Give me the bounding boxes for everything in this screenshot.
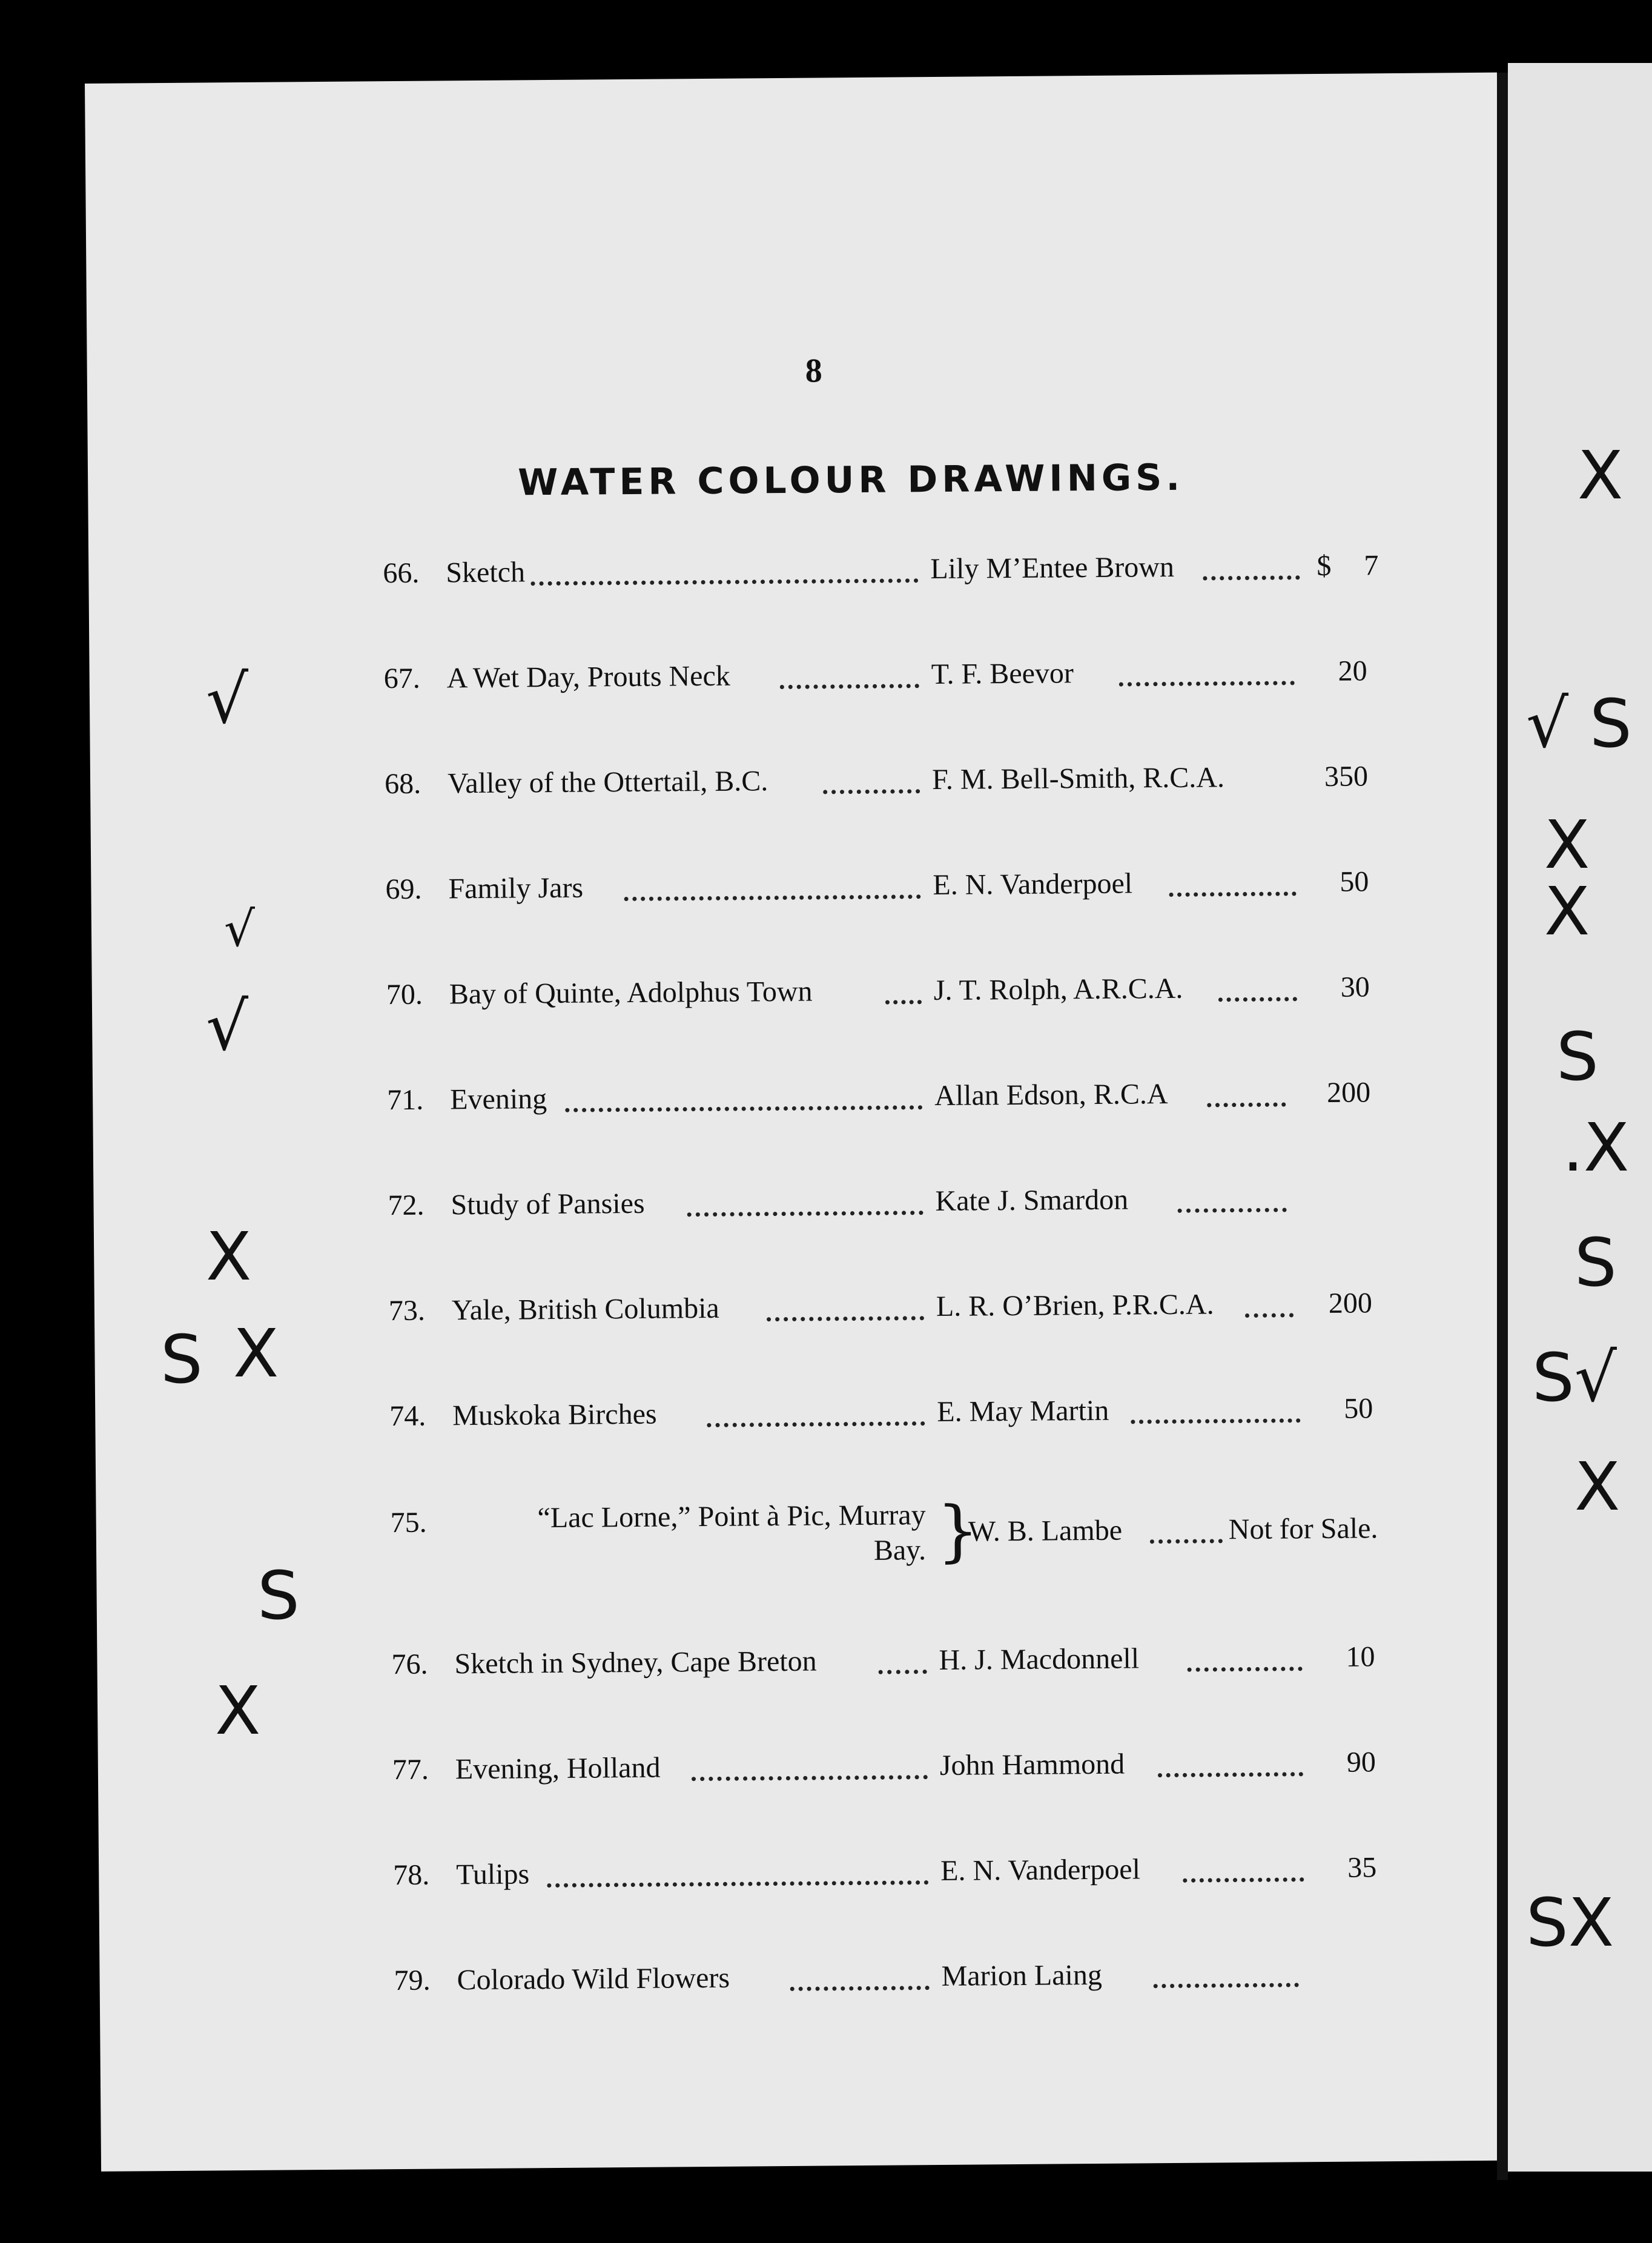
leader-dots xyxy=(1150,1539,1223,1544)
entry-number: 73. xyxy=(388,1294,426,1327)
entry-artist: T. F. Beevor xyxy=(931,657,1074,691)
entry-title xyxy=(447,1498,926,1571)
entry-title: Sketch xyxy=(446,556,526,589)
entry-artist: H. J. Macdonnell xyxy=(939,1642,1140,1677)
entry-number: 78. xyxy=(393,1858,430,1892)
leader-dots xyxy=(530,578,918,586)
leader-dots xyxy=(790,1986,930,1991)
entry-artist: Allan Edson, R.C.A xyxy=(934,1078,1168,1112)
currency-symbol: $ xyxy=(1317,549,1332,583)
entry-artist: F. M. Bell-Smith, R.C.A. xyxy=(931,761,1225,796)
handwritten-check-mark: √ xyxy=(224,901,255,957)
entry-price: 7 xyxy=(1364,549,1379,582)
leader-dots xyxy=(1119,681,1295,686)
handwritten-s-mark: S xyxy=(1556,1018,1599,1095)
entry-number: 77. xyxy=(392,1753,429,1786)
entry-artist: E. N. Vanderpoel xyxy=(940,1853,1141,1887)
entry-artist: L. R. O’Brien, P.R.C.A. xyxy=(936,1288,1214,1323)
entry-price: 10 xyxy=(1346,1640,1375,1673)
entry-artist: E. N. Vanderpoel xyxy=(933,867,1133,902)
catalogue-entry xyxy=(297,861,1435,912)
leader-dots xyxy=(1158,1772,1303,1777)
leader-dots xyxy=(879,1670,927,1674)
catalogue-entry xyxy=(303,1635,1441,1686)
leader-dots xyxy=(1207,1102,1286,1107)
entry-number: 71. xyxy=(386,1083,424,1117)
catalogue-entry xyxy=(295,650,1433,701)
leader-dots xyxy=(692,1775,928,1781)
catalogue-entry xyxy=(299,1177,1438,1228)
entry-price: 200 xyxy=(1328,1287,1373,1320)
entry-artist: Marion Laing xyxy=(941,1958,1103,1992)
catalogue-entry xyxy=(301,1387,1439,1438)
leader-dots xyxy=(1188,1667,1303,1671)
entry-number: 74. xyxy=(389,1399,426,1433)
leader-dots xyxy=(1178,1207,1287,1212)
entry-price: 35 xyxy=(1347,1851,1377,1884)
handwritten-s-mark: S xyxy=(257,1557,300,1634)
entry-title-line-1: “Lac Lorne,” Point à Pic, Murray xyxy=(537,1499,926,1534)
catalogue-page xyxy=(85,73,1513,2172)
leader-dots xyxy=(687,1211,923,1217)
entry-title: Yale, British Columbia xyxy=(451,1292,719,1327)
entry-price: 20 xyxy=(1338,655,1367,687)
entry-number: 68. xyxy=(384,767,421,801)
entry-title: Colorado Wild Flowers xyxy=(457,1961,730,1997)
handwritten-cross-mark: X xyxy=(215,1672,261,1749)
leader-dots xyxy=(1245,1313,1294,1318)
leader-dots xyxy=(780,684,919,689)
catalogue-entry xyxy=(296,755,1435,807)
leader-dots xyxy=(1154,1983,1299,1988)
leader-dots xyxy=(1169,891,1297,897)
leader-dots xyxy=(624,894,921,901)
handwritten-cross-mark: X xyxy=(206,1218,252,1295)
catalogue-entry xyxy=(298,966,1436,1017)
handwritten-sx-mark: SX xyxy=(1526,1884,1614,1961)
handwritten-s-mark: S xyxy=(1574,1224,1617,1301)
handwritten-cross-mark: X xyxy=(1574,1448,1621,1525)
handwritten-cross-mark: X xyxy=(1578,437,1624,514)
entry-title-line-2: Bay. xyxy=(873,1534,927,1567)
catalogue-entry xyxy=(300,1282,1439,1333)
leader-dots xyxy=(547,1880,928,1888)
leader-dots xyxy=(565,1105,922,1112)
entry-title: Valley of the Ottertail, B.C. xyxy=(447,765,768,800)
entry-number: 79. xyxy=(394,1964,431,1997)
handwritten-s-mark: S xyxy=(160,1321,203,1398)
entry-price: 50 xyxy=(1344,1392,1373,1425)
handwritten-check-mark: √ xyxy=(206,988,249,1065)
brace: } xyxy=(936,1491,980,1570)
handwritten-check-s-mark: √ S xyxy=(1526,685,1632,762)
entry-artist: J. T. Rolph, A.R.C.A. xyxy=(933,972,1183,1007)
leader-dots xyxy=(1218,997,1297,1002)
catalogue-entry xyxy=(304,1740,1442,1792)
entry-number: 70. xyxy=(386,978,423,1011)
catalogue-entry xyxy=(302,1493,1441,1581)
handwritten-dot-x-mark: .X xyxy=(1562,1109,1630,1186)
catalogue-entry xyxy=(305,1951,1444,2003)
leader-dots xyxy=(1131,1418,1300,1424)
section-heading: WATER COLOUR DRAWINGS. xyxy=(517,456,1184,504)
entry-title: Muskoka Birches xyxy=(452,1398,657,1432)
entry-price: Not for Sale. xyxy=(1228,1512,1378,1546)
entry-number: 66. xyxy=(383,557,420,590)
leader-dots xyxy=(707,1421,925,1427)
entry-number: 76. xyxy=(391,1648,428,1681)
entry-artist: Lily M’Entee Brown xyxy=(930,550,1175,586)
entry-title: Bay of Quinte, Adolphus Town xyxy=(449,975,813,1011)
handwritten-cross-mark: X xyxy=(233,1315,279,1392)
entry-title: A Wet Day, Prouts Neck xyxy=(446,659,731,695)
leader-dots xyxy=(767,1316,924,1321)
entry-number: 75. xyxy=(390,1506,427,1539)
book-spine xyxy=(1497,73,1508,2180)
entry-price: 30 xyxy=(1340,971,1370,1003)
catalogue-entry xyxy=(305,1846,1443,1897)
catalogue-entry xyxy=(294,544,1433,596)
leader-dots xyxy=(1183,1877,1304,1883)
entry-number: 72. xyxy=(388,1189,425,1222)
entry-price: 200 xyxy=(1326,1076,1371,1109)
handwritten-s-check-mark: S√ xyxy=(1532,1339,1617,1416)
entry-title: Tulips xyxy=(456,1858,530,1891)
entry-artist: Kate J. Smardon xyxy=(935,1183,1129,1218)
handwritten-x-x-mark: X X xyxy=(1544,806,1590,950)
leader-dots xyxy=(1203,575,1300,580)
leader-dots xyxy=(885,1000,922,1004)
entry-title: Sketch in Sydney, Cape Breton xyxy=(454,1645,817,1680)
entry-title: Evening xyxy=(449,1083,547,1116)
leader-dots xyxy=(823,789,920,794)
page-number: 8 xyxy=(805,352,823,390)
entry-artist: W. B. Lambe xyxy=(968,1514,1123,1548)
handwritten-check-mark: √ xyxy=(206,661,249,738)
entry-number: 69. xyxy=(385,873,422,906)
entry-price: 350 xyxy=(1324,760,1369,793)
entry-title: Evening, Holland xyxy=(455,1751,661,1786)
entry-artist: E. May Martin xyxy=(937,1394,1109,1429)
entry-price: 90 xyxy=(1346,1746,1376,1779)
entry-title: Study of Pansies xyxy=(451,1187,645,1221)
catalogue-entry xyxy=(299,1071,1437,1123)
entry-number: 67. xyxy=(383,662,420,695)
entry-title: Family Jars xyxy=(448,871,584,905)
entry-artist: John Hammond xyxy=(939,1748,1125,1782)
entry-price: 50 xyxy=(1340,865,1369,898)
